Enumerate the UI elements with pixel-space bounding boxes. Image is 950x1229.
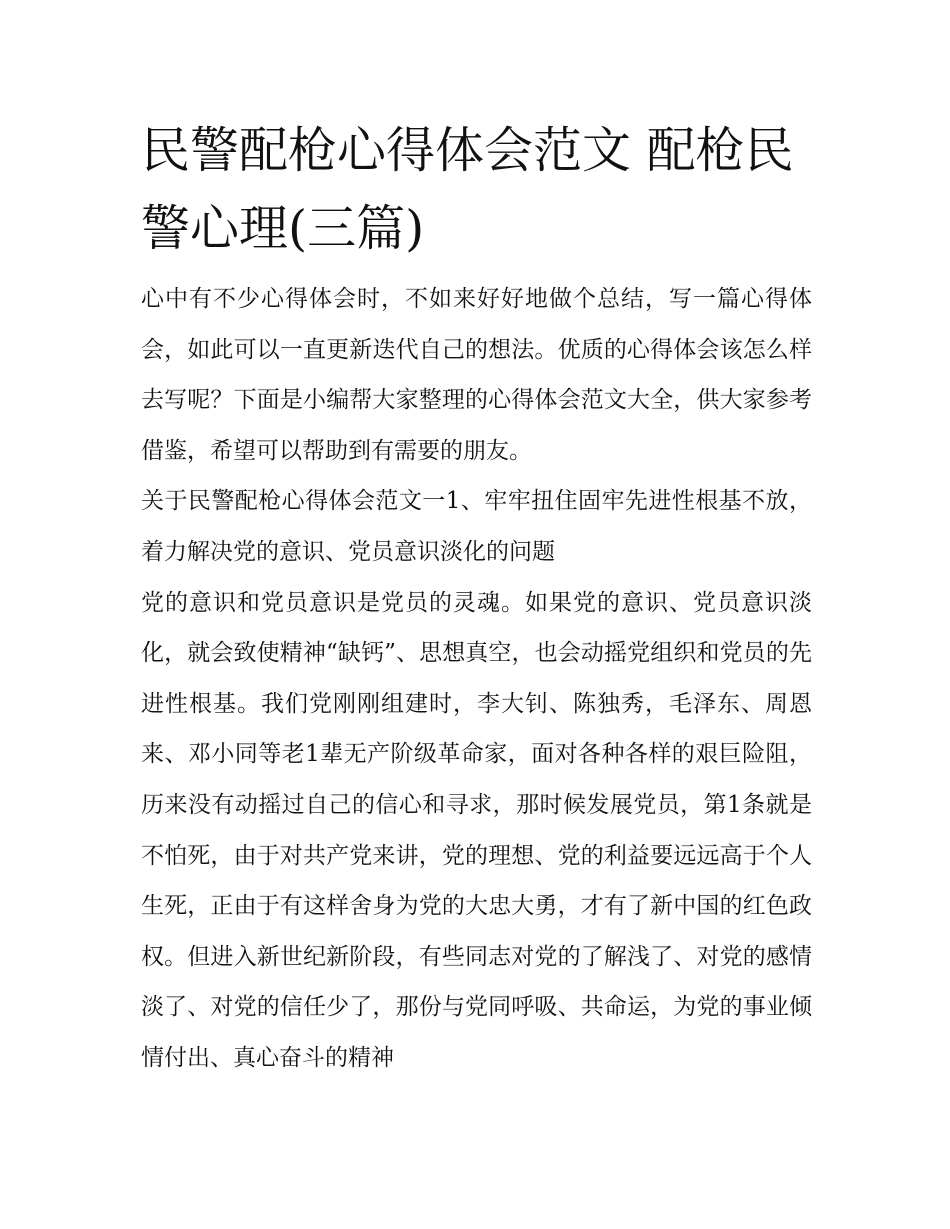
section-heading-paragraph: 关于民警配枪心得体会范文一1、牢牢扭住固牢先进性根基不放，着力解决党的意识、党员意识淡化的问题 [141,488,812,565]
document-title: 民警配枪心得体会范文 配枪民警心理(三篇) [141,122,794,257]
body-paragraph: 党的意识和党员意识是党员的灵魂。如果党的意识、党员意识淡化，就会致使精神“缺钙”、思想真空，也会动摇党组织和党员的先进性根基。我们党刚刚组建时，李大钊、陈独秀，毛泽东、周恩来、邓小同等老1辈无产阶级革命家，面对各种各样的艰巨险阻，历来没有动摇过自己的信心和寻求，那时候发展党员，第1条就是不怕死，由于对共产党来讲，党的理想、党的利益要远远高于个人生死，正由于有这样舍身为党的大忠大勇，才有了新中国的红色政权。但进入新世纪新阶段，有些同志对党的了解浅了、对党的感情淡了、对党的信任少了，那份与党同呼吸、共命运，为党的事业倾情付出、真心奋斗的精神 [141,589,812,1071]
intro-paragraph: 心中有不少心得体会时，不如来好好地做个总结，写一篇心得体会，如此可以一直更新迭代自己的想法。优质的心得体会该怎么样去写呢？下面是小编帮大家整理的心得体会范文大全，供大家参考借鉴，希望可以帮助到有需要的朋友。 [141,286,812,464]
